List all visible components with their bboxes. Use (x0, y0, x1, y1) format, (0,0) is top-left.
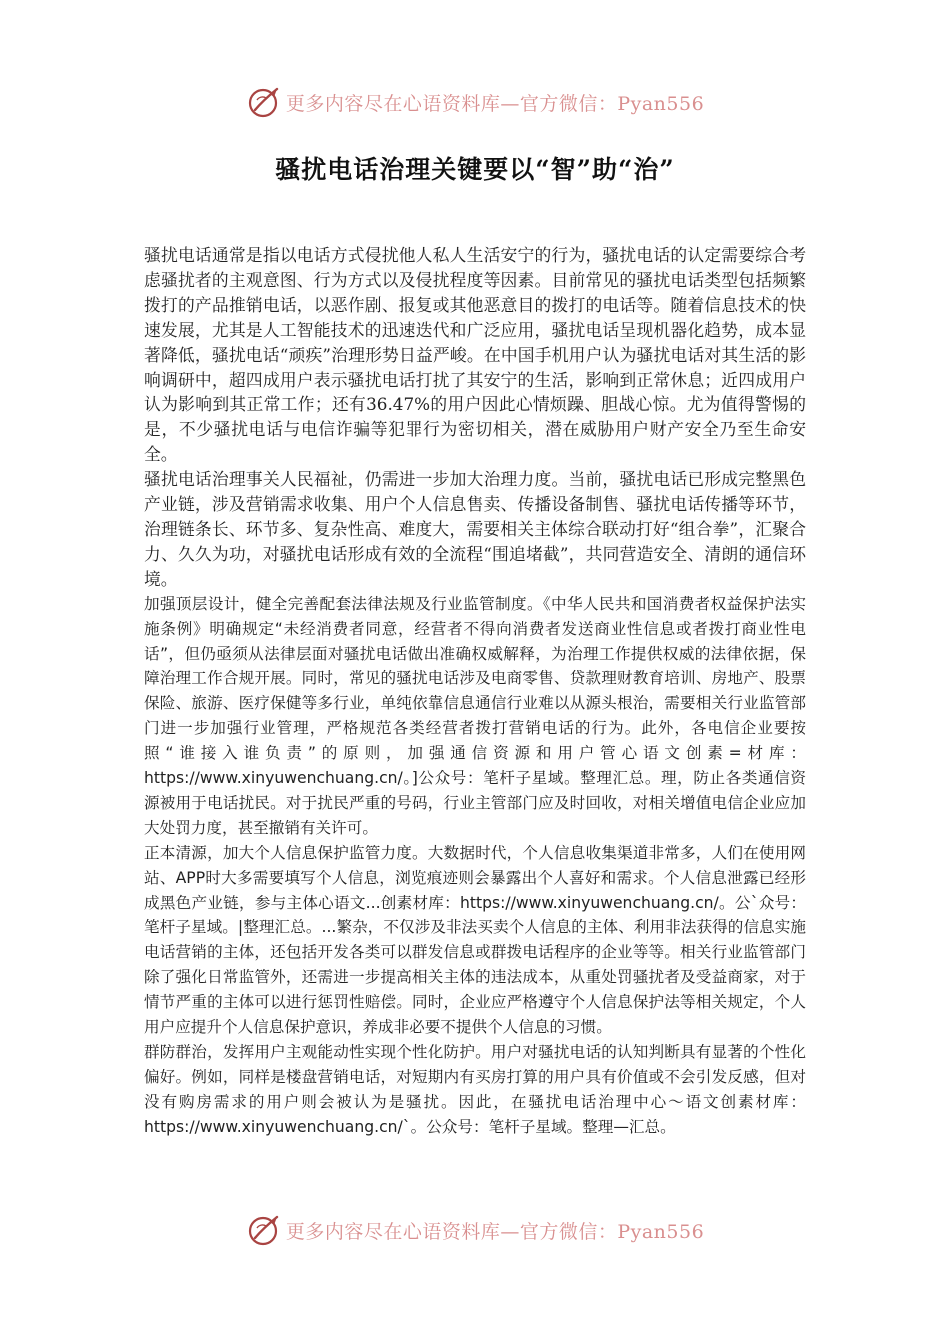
pen-logo-icon (246, 84, 282, 120)
header-watermark-banner (0, 82, 950, 122)
paragraph-1: 骚扰电话通常是指以电话方式侵扰他人私人生活安宁的行为，骚扰电话的认定需要综合考虑骚扰者的主观意图、行为方式以及侵扰程度等因素。目前常见的骚扰电话类型包括频繁拨打的产品推销电话，以恶作剧、报复或其他恶意目的拨打的电话等。随着信息技术的快速发展，尤其是人工智能技术的迅速迭代和广泛应用，骚扰电话呈现机器化趋势，成本显著降低，骚扰电话“顽疾”治理形势日益严峻。在中国手机用户认为骚扰电话对其生活的影响调研中，超四成用户表示骚扰电话打扰了其安宁的生活，影响到正常休息；近四成用户认为影响到其正常工作；还有36.47%的用户因此心情烦躁、胆战心惊。尤为值得警惕的是，不少骚扰电话与电信诈骗等犯罪行为密切相关，潜在威胁用户财产安全乃至生命安全。 (144, 245, 806, 465)
paragraph-2: 骚扰电话治理事关人民福祉，仍需进一步加大治理力度。当前，骚扰电话已形成完整黑色产业链，涉及营销需求收集、用户个人信息售卖、传播设备制售、骚扰电话传播等环节，治理链条长、环节多、复杂性高、难度大，需要相关主体综合联动打好“组合拳”，汇聚合力、久久为功，对骚扰电话形成有效的全流程“围追堵截”，共同营造安全、清朗的通信环境。 (144, 469, 806, 589)
paragraph-5: 群防群治，发挥用户主观能动性实现个性化防护。用户对骚扰电话的认知判断具有显著的个性化偏好。例如，同样是楼盘营销电话，对短期内有买房打算的用户具有价值或不会引发反感，但对没有购房需求的用户则会被认为是骚扰。因此，在骚扰电话治理中心～语文创素材库：https://www.xinyuwenchuang.cn/`。公众号：笔杆子星域。整理—汇总。 (144, 1043, 806, 1136)
document-body (144, 243, 806, 1140)
footer-watermark-banner (0, 1210, 950, 1250)
document-title: 骚扰电话治理关键要以“智”助“治” (275, 155, 675, 184)
paragraph-3: 加强顶层设计，健全完善配套法律法规及行业监管制度。《中华人民共和国消费者权益保护法实施条例》明确规定“未经消费者同意，经营者不得向消费者发送商业性信息或者拨打商业性电话”，但仍亟须从法律层面对骚扰电话做出准确权威解释，为治理工作提供权威的法律依据，保障治理工作合规开展。同时，常见的骚扰电话涉及电商零售、贷款理财教育培训、房地产、股票保险、旅游、医疗保健等多行业，单纯依靠信息通信行业难以从源头根治，需要相关行业监管部门进一步加强行业管理，严格规范各类经营者拨打营销电话的行为。此外，各电信企业要按照“谁接入谁负责”的原则，加强通信资源和用户管心语文创素=材库：https://www.xinyuwenchuang.cn/。]公众号：笔杆子星域。整理汇总。理，防止各类通信资源被用于电话扰民。对于扰民严重的号码，行业主管部门应及时回收，对相关增值电信企业应加大处罚力度，甚至撤销有关许可。 (144, 594, 806, 837)
footer-banner-text: 更多内容尽在心语资料库—官方微信：Pyan556 (285, 1220, 705, 1243)
pen-logo-icon (246, 1212, 282, 1248)
paragraph-4: 正本清源，加大个人信息保护监管力度。大数据时代，个人信息收集渠道非常多，人们在使用网站、APP时大多需要填写个人信息，浏览痕迹则会暴露出个人喜好和需求。个人信息泄露已经形成黑色产业链，参与主体心语文...创素材库：https://www.xinyuwenchuang.cn/。公`众号：笔杆子星域。|整理汇总。...繁杂，不仅涉及非法买卖个人信息的主体、利用非法获得的信息实施电话营销的主体，还包括开发各类可以群发信息或群拨电话程序的企业等等。相关行业监管部门除了强化日常监管外，还需进一步提高相关主体的违法成本，从重处罚骚扰者及受益商家，对于情节严重的主体可以进行惩罚性赔偿。同时，企业应严格遵守个人信息保护法等相关规定，个人用户应提升个人信息保护意识，养成非必要不提供个人信息的习惯。 (144, 843, 806, 1037)
header-banner-text: 更多内容尽在心语资料库—官方微信：Pyan556 (285, 92, 705, 115)
